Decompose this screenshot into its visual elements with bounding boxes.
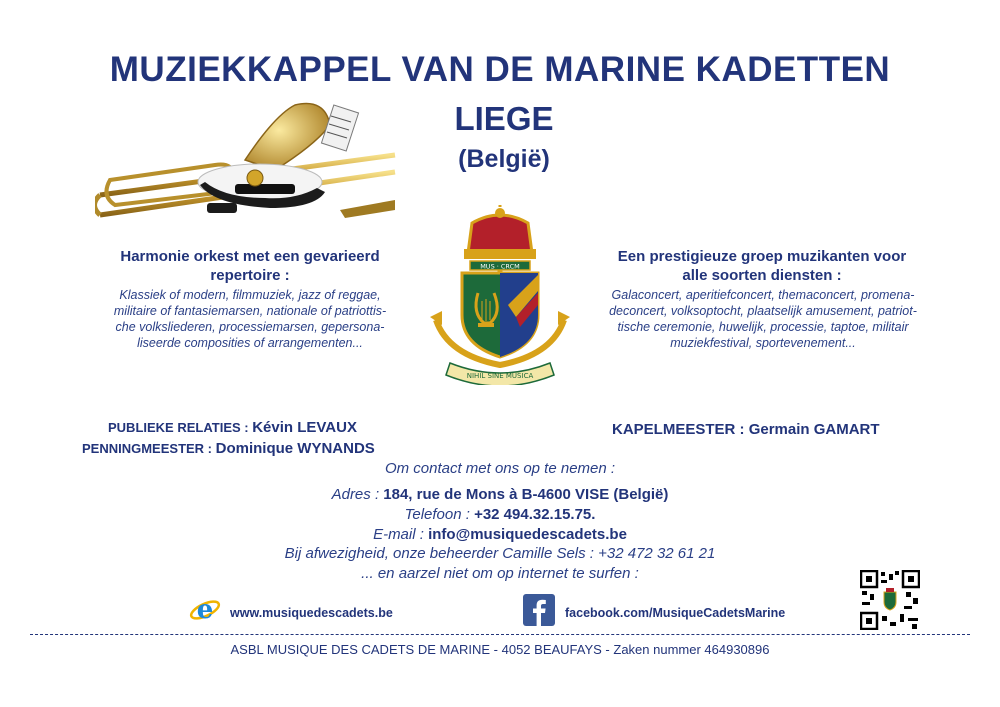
contact-intro: Om contact met ons op te nemen : bbox=[384, 460, 616, 477]
right-description bbox=[578, 287, 948, 351]
city-title: LIEGE bbox=[454, 100, 554, 137]
right-body-line: deconcert, volksoptocht, plaatselijk amusement, patriot- bbox=[609, 304, 917, 318]
crest-emblem bbox=[428, 205, 573, 385]
internet-explorer-icon[interactable] bbox=[189, 594, 221, 626]
contact-address bbox=[150, 486, 850, 503]
address-value: 184, rue de Mons à B-4600 VISE (België) bbox=[383, 486, 669, 503]
conductor bbox=[612, 421, 880, 438]
qr-code bbox=[860, 570, 920, 630]
right-body-line: Galaconcert, aperitiefconcert, themaconcert, promena- bbox=[611, 288, 915, 302]
left-body-line: liseerde composities of arrangementen... bbox=[137, 336, 363, 350]
phone-value: +32 494.32.15.75. bbox=[474, 506, 596, 523]
website-link[interactable]: www.musiquedescadets.be bbox=[230, 606, 393, 620]
address-label: Adres : bbox=[331, 486, 384, 503]
left-body-line: Klassiek of modern, filmmuziek, jazz of reggae, bbox=[119, 288, 381, 302]
footer-text: ASBL MUSIQUE DES CADETS DE MARINE - 4052 BEAUFAYS - Zaken nummer 464930896 bbox=[230, 642, 770, 657]
facebook-icon[interactable] bbox=[523, 594, 555, 626]
left-heading-line1: Harmonie orkest met een gevarieerd bbox=[120, 248, 380, 265]
contact-absence: Bij afwezigheid, onze beheerder Camille Sels : +32 472 32 61 21 bbox=[284, 545, 716, 562]
email-value[interactable]: info@musiquedescadets.be bbox=[428, 526, 627, 543]
right-body-line: muziekfestival, sportevenement... bbox=[670, 336, 856, 350]
public-relations bbox=[108, 419, 357, 436]
contact-surf: ... en aarzel niet om op internet te surfen : bbox=[361, 565, 639, 582]
contact-email bbox=[150, 526, 850, 543]
country-subtitle: (België) bbox=[458, 145, 550, 173]
contact-phone bbox=[150, 506, 850, 523]
left-heading-line2: repertoire : bbox=[210, 267, 290, 284]
right-heading-line2: alle soorten diensten : bbox=[682, 267, 842, 284]
crest-band-text: MUS · CRCM bbox=[480, 262, 520, 271]
email-label: E-mail : bbox=[373, 526, 429, 543]
pr-label: PUBLIEKE RELATIES : bbox=[108, 420, 253, 435]
left-body-line: militaire of fantasiemarsen, nationale of patriottis- bbox=[113, 304, 387, 318]
left-description bbox=[82, 287, 418, 351]
treasurer-name: Dominique WYNANDS bbox=[215, 440, 375, 457]
footer-divider bbox=[30, 634, 970, 635]
facebook-link[interactable]: facebook.com/MusiqueCadetsMarine bbox=[565, 606, 786, 620]
phone-label: Telefoon : bbox=[404, 506, 475, 523]
pr-name: Kévin LEVAUX bbox=[252, 419, 357, 436]
right-heading-line1: Een prestigieuze groep muzikanten voor bbox=[617, 248, 907, 265]
trombone-illustration bbox=[95, 100, 420, 230]
treasurer bbox=[82, 440, 375, 457]
page-title: MUZIEKKAPPEL VAN DE MARINE KADETTEN bbox=[109, 50, 891, 89]
right-body-line: tische ceremonie, huwelijk, processie, taptoe, militair bbox=[617, 320, 909, 334]
svg-text:e: e bbox=[196, 595, 214, 625]
right-heading bbox=[582, 247, 942, 285]
treasurer-label: PENNINGMEESTER : bbox=[82, 441, 216, 456]
crest-motto: NIHIL SINE MUSICA bbox=[466, 372, 534, 380]
conductor-label: KAPELMEESTER : bbox=[612, 421, 749, 438]
left-heading bbox=[80, 247, 420, 285]
conductor-name: Germain GAMART bbox=[748, 421, 880, 438]
left-body-line: che volksliederen, processiemarsen, gepersona- bbox=[115, 320, 385, 334]
